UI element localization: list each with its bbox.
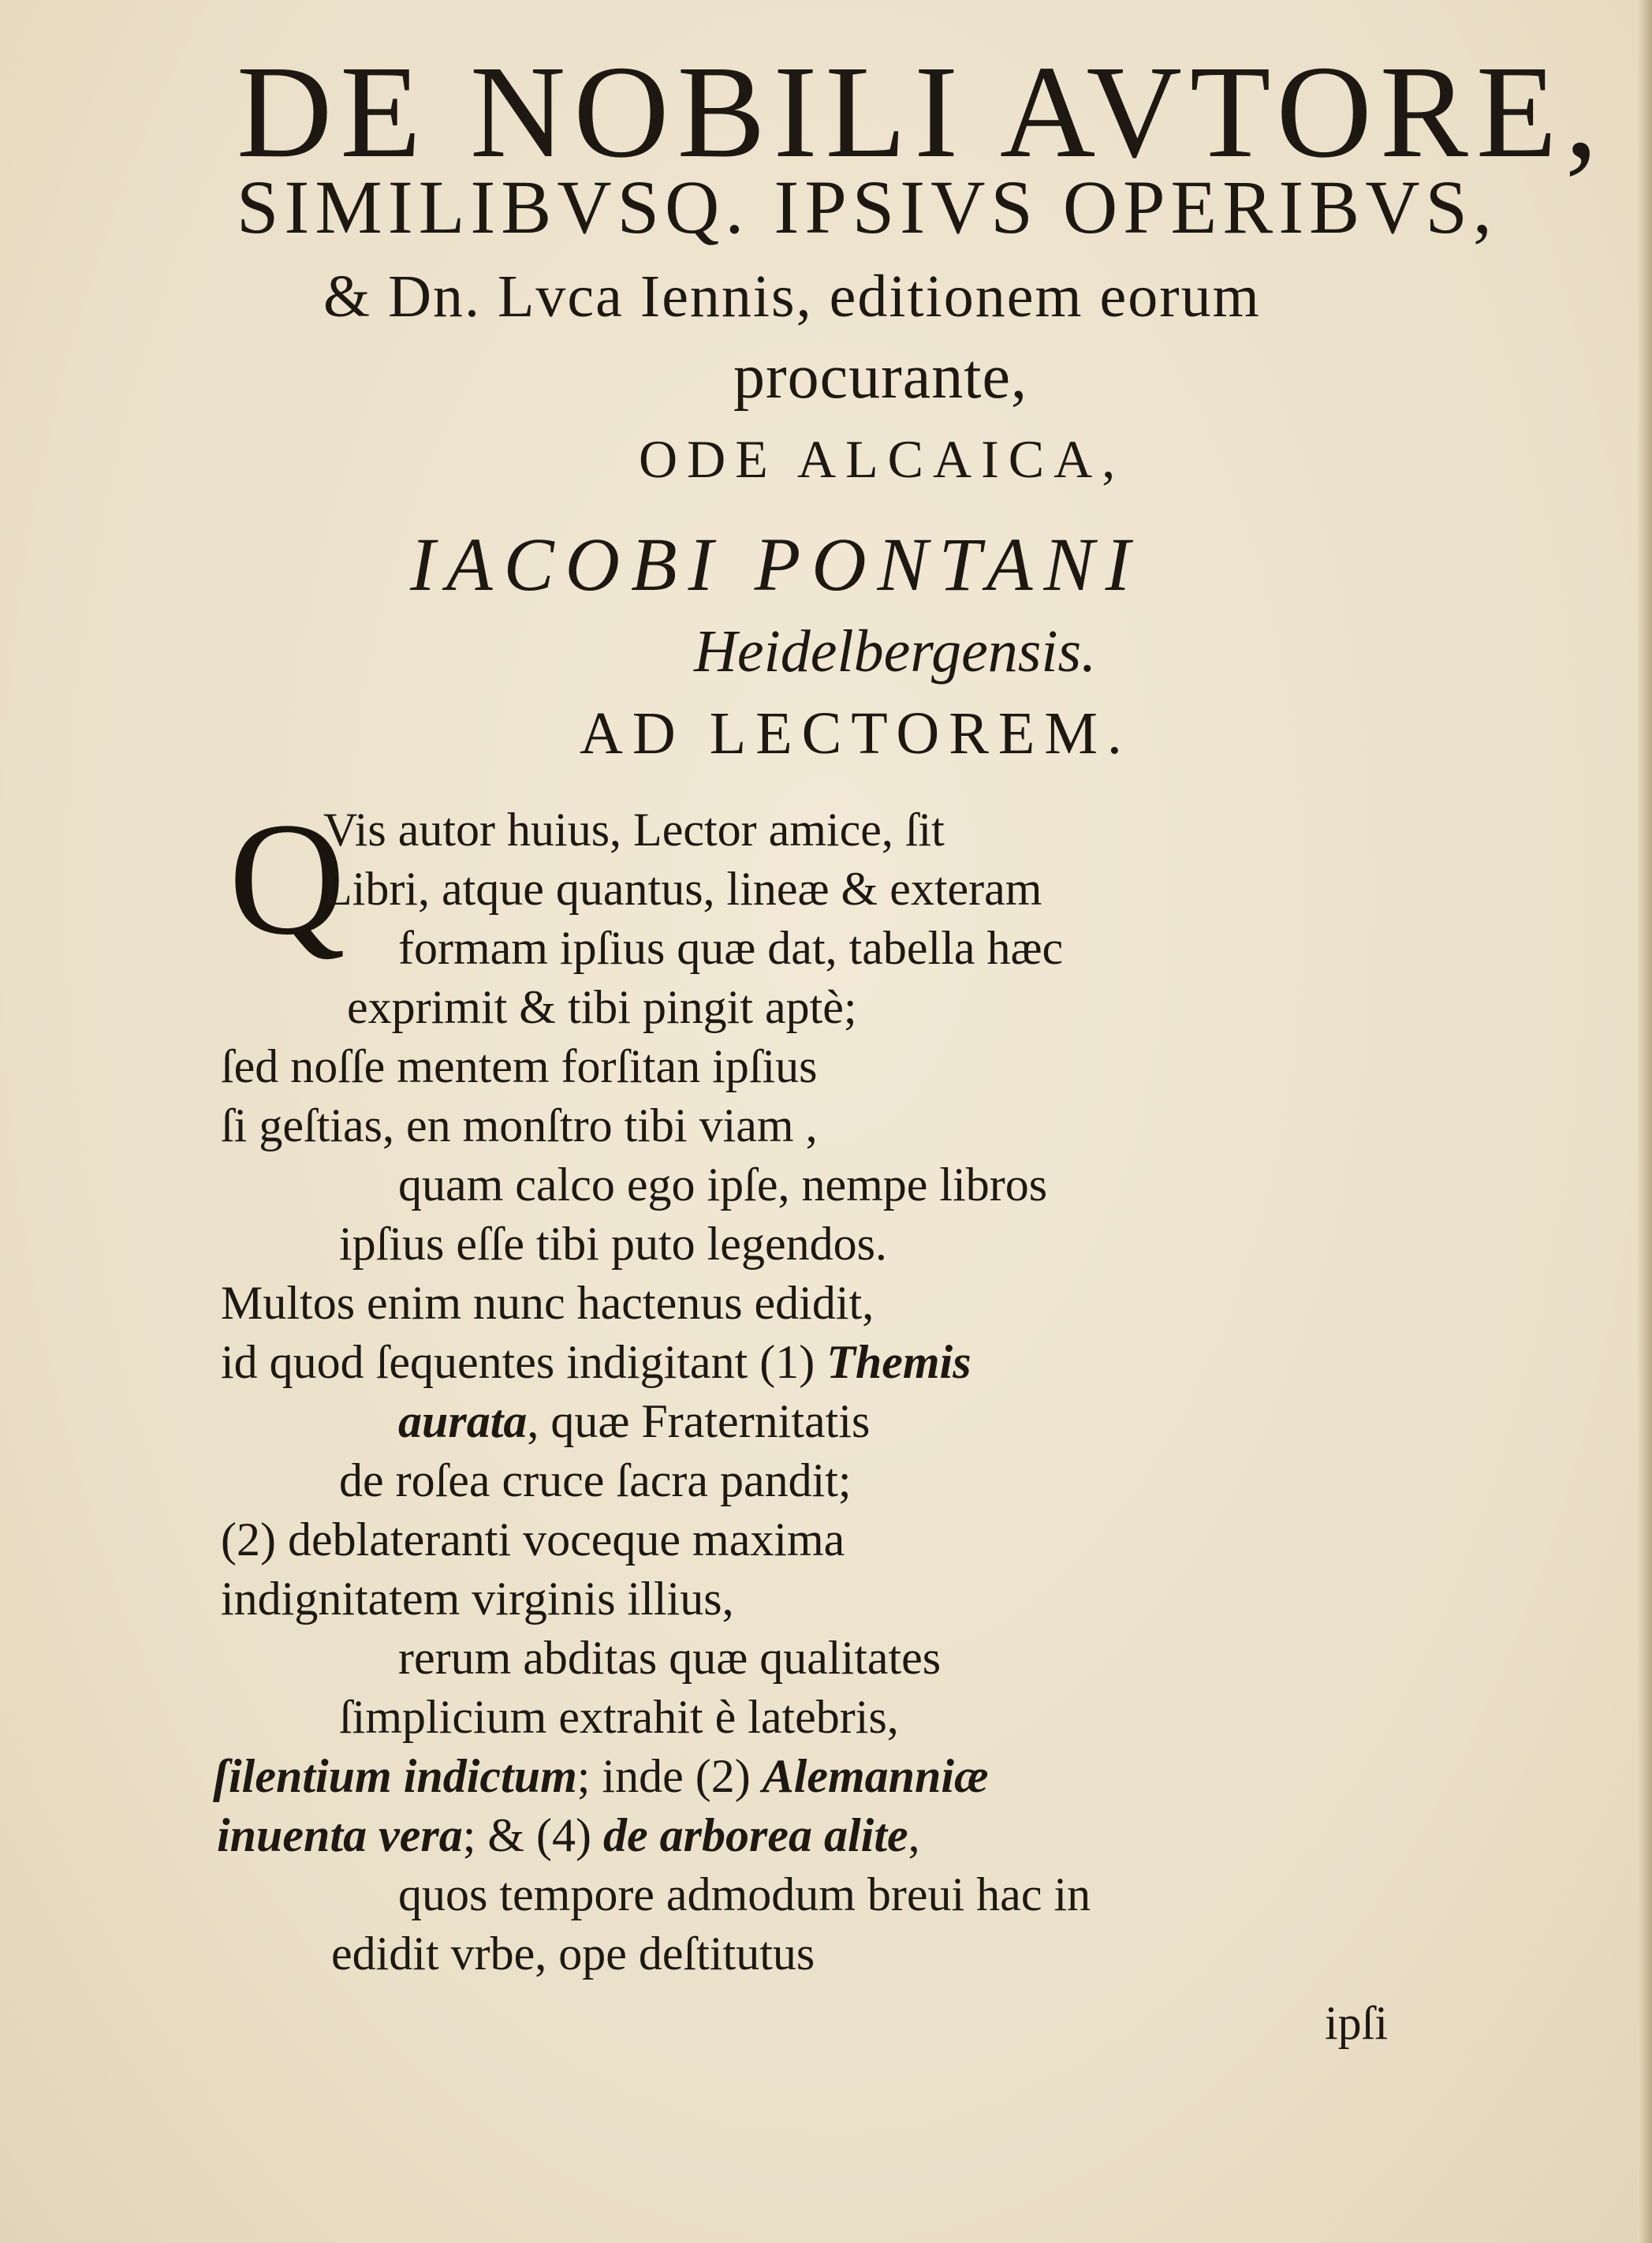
drop-cap: Q: [229, 789, 346, 968]
poem-line: Libri, atque quantus, lineæ & exteram: [323, 863, 1042, 915]
poem-line: exprimit & tibi pingit aptè;: [347, 981, 857, 1033]
poem-line: [213, 1752, 988, 1800]
page-edge: [1638, 0, 1652, 2243]
poem-text-run: ; inde (2): [576, 1750, 763, 1802]
poem-italic-run: Themis: [826, 1336, 971, 1388]
poem-text-run: ,: [908, 1809, 920, 1861]
poem-line: [217, 1809, 920, 1861]
poem-italic-run: de arborea alite: [603, 1809, 908, 1861]
poem-italic-run: ſilentium indictum: [213, 1750, 577, 1802]
poem-italic-run: Alemanniæ: [762, 1750, 989, 1802]
poem-italic-run: inuenta vera: [217, 1809, 463, 1861]
poem-line: quam calco ego ipſe, nempe libros: [398, 1159, 1048, 1211]
catchword: ipſi: [1325, 1997, 1389, 2049]
poem-line: [221, 1338, 971, 1386]
ad-lectorem-heading: AD LECTOREM.: [580, 700, 1132, 767]
poem-line: edidit vrbe, ope deſtitutus: [331, 1928, 815, 1980]
author-name: IACOBI PONTANI: [410, 522, 1142, 606]
title-line-2: SIMILIBVSQ. IPSIVS OPERIBVS,: [237, 165, 1497, 249]
poem-line: rerum abditas quæ qualitates: [398, 1632, 942, 1684]
poem-line: de roſea cruce ſacra pandit;: [339, 1454, 852, 1506]
title-line-1: DE NOBILI AVTORE,: [237, 39, 1606, 185]
poem-text-run: ; & (4): [462, 1809, 604, 1861]
poem-text-run: , quæ Fraternitatis: [527, 1395, 871, 1447]
poem-line: formam ipſius quæ dat, tabella hæc: [398, 922, 1064, 974]
title-line-5: ODE ALCAICA,: [639, 429, 1125, 489]
poem-line: ſi geſtias, en monſtro tibi viam ,: [221, 1099, 818, 1151]
title-line-3: & Dn. Lvca Iennis, editionem eorum: [323, 263, 1261, 330]
poem-line: ſed noſſe mentem forſitan ipſius: [221, 1040, 818, 1092]
poem-line: Vis autor huius, Lector amice, ſit: [323, 804, 945, 856]
poem-line: [398, 1395, 871, 1447]
poem-line: ſimplicium extrahit è latebris,: [339, 1691, 899, 1743]
poem-line: (2) deblateranti voceque maxima: [221, 1513, 845, 1566]
poem-line: quos tempore admodum breui hac in: [398, 1868, 1091, 1920]
poem-italic-run: aurata: [398, 1395, 528, 1447]
poem-text-run: id quod ſequentes indigitant (1): [221, 1336, 827, 1388]
poem-line: ipſius eſſe tibi puto legendos.: [339, 1218, 887, 1270]
author-origin: Heidelbergensis.: [694, 618, 1097, 685]
poem-line: Multos enim nunc hactenus edidit,: [221, 1277, 874, 1329]
title-line-4: procurante,: [733, 342, 1028, 412]
poem-line: indignitatem virginis illius,: [221, 1573, 734, 1625]
